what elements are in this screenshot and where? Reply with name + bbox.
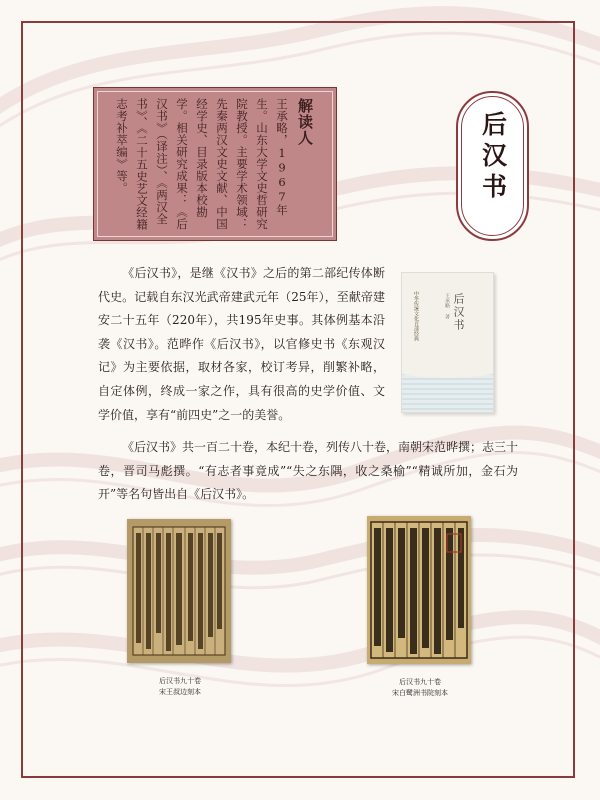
woodblock-print-image-left [127,519,231,663]
caption-right-line2: 宋白鹭洲书院刻本 [392,689,448,697]
image-caption-right [350,677,490,699]
reader-bio: 王承略，1967年生。山东大学文史哲研究院教授。主要学术领域：先秦两汉文史文献、中国经学史、目录版本校勘学。相关研究成果：《后汉书》（译注）、《两汉全书》、《二十五史艺文经籍志考补萃编》等。 [115,98,289,231]
cover-author: 王承略 著 [444,293,450,319]
woodblock-print-image-right [367,516,471,664]
image-caption-left [110,676,250,698]
intro-paragraph-text: 《后汉书》，是继《汉书》之后的第二部纪传体断代史。记载自东汉光武帝建武元年（25年），至献帝建安二十五年（220年），共195年史事。其体例基本沿袭《汉书》。范晔作《后汉书》，以官修史书《东观汉记》为主要依据，取材各家，校订考异，削繁补略，自定体例，终成一家之作，具有很高的史学价值、文学价值，享有“前四史”之一的美誉。 [98,266,385,422]
book-cover-image [401,272,494,413]
intro-paragraph [98,262,385,427]
reader-heading: 解读人 [296,98,314,146]
detail-paragraph [98,436,518,507]
reader-info-box [93,87,337,241]
cover-title: 后汉书 [452,293,465,332]
caption-left-line1: 后汉书九十卷 [159,677,201,685]
cover-series: 中华传统文化百部经典 [413,291,419,341]
title-tag [456,91,529,241]
caption-right-line1: 后汉书九十卷 [399,678,441,686]
caption-left-line2: 宋王叔边刻本 [159,688,201,696]
detail-paragraph-text: 《后汉书》共一百二十卷，本纪十卷，列传八十卷，南朝宋范晔撰；志三十卷，晋司马彪撰。“有志者事竟成”“失之东隅，收之桑榆”“精诚所加，金石为开”等名句皆出自《后汉书》。 [98,440,519,502]
page-title: 后汉书 [478,111,508,204]
cover-wave-band [402,368,493,412]
